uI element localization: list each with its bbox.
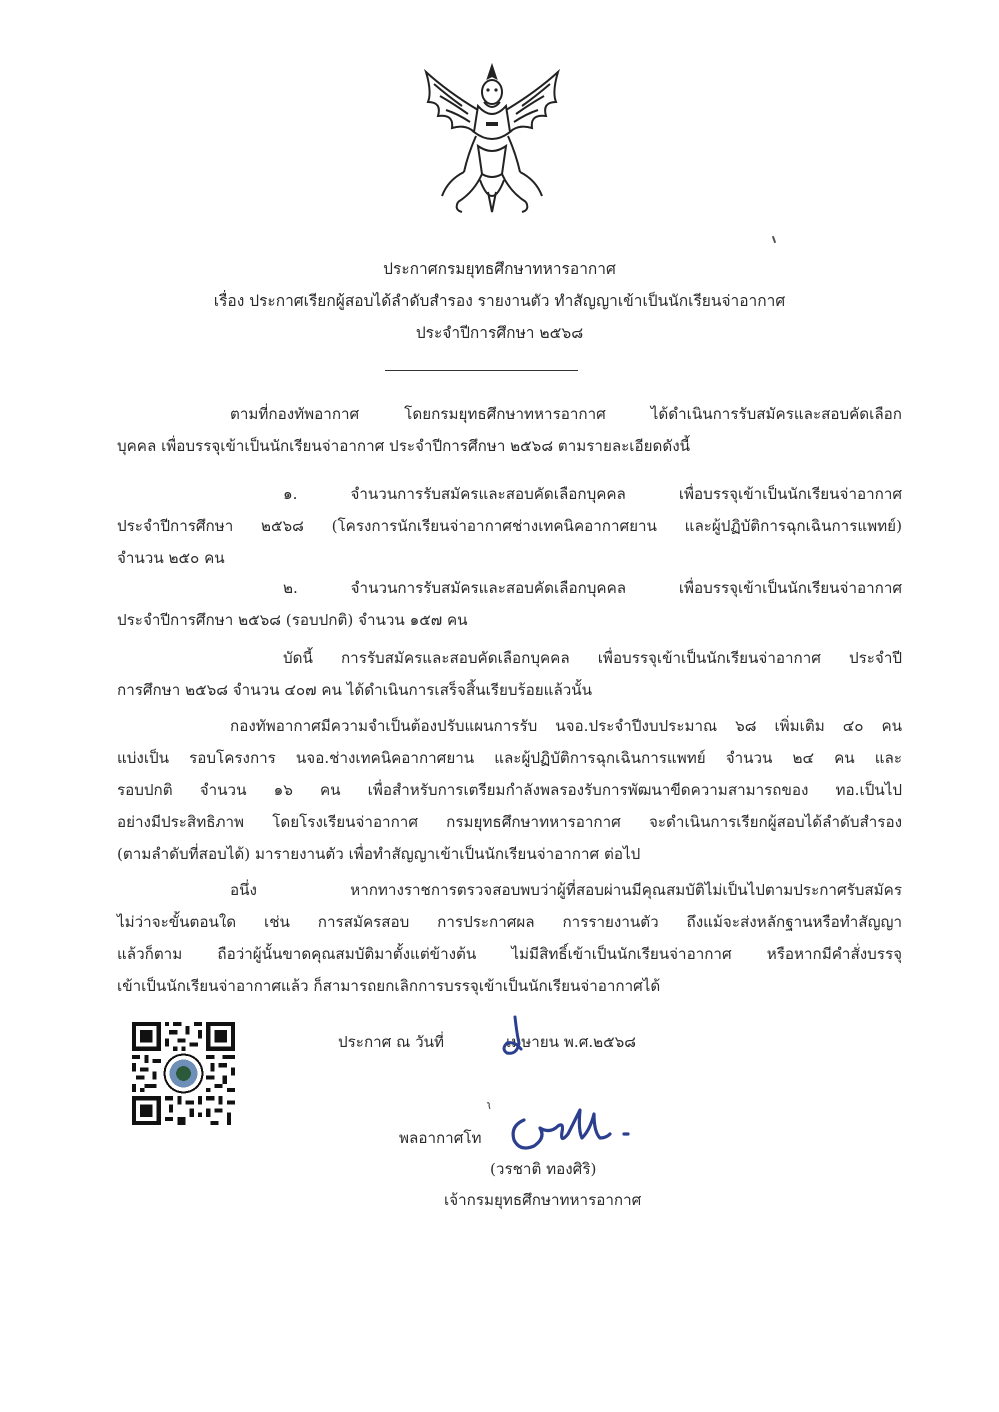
text-line: อย่างมีประสิทธิภาพ โดยโรงเรียนจ่าอากาศ กรมยุทธศึกษาทหารอากาศ จะดำเนินการเรียกผู้สอบได้ลำดับสำรอง bbox=[117, 813, 902, 831]
text-line: (ตามลำดับที่สอบได้) มารายงานตัว เพื่อทำสัญญาเข้าเป็นนักเรียนจ่าอากาศ ต่อไป bbox=[117, 845, 641, 863]
announce-prefix: ประกาศ ณ วันที่ bbox=[338, 1033, 444, 1051]
header-divider bbox=[385, 370, 578, 371]
text-line: ประจำปีการศึกษา ๒๕๖๘ (รอบปกติ) จำนวน ๑๕๗ คน bbox=[117, 611, 468, 629]
signer-title: เจ้ากรมยุทธศึกษาทหารอากาศ bbox=[444, 1191, 642, 1209]
paragraph-item-2 bbox=[117, 572, 902, 636]
text-line: เข้าเป็นนักเรียนจ่าอากาศแล้ว ก็สามารถยกเลิกการบรรจุเข้าเป็นนักเรียนจ่าอากาศได้ bbox=[117, 977, 661, 995]
text-line: ๑. จำนวนการรับสมัครและสอบคัดเลือกบุคคล เพื่อบรรจุเข้าเป็นนักเรียนจ่าอากาศ bbox=[283, 485, 902, 503]
paragraph-completion bbox=[117, 642, 902, 706]
issuer-line: ประกาศกรมยุทธศึกษาทหารอากาศ bbox=[383, 260, 616, 278]
garuda-emblem-icon bbox=[418, 62, 566, 220]
subject-line: เรื่อง ประกาศเรียกผู้สอบได้ลำดับสำรอง รายงานตัว ทำสัญญาเข้าเป็นนักเรียนจ่าอากาศ bbox=[213, 292, 786, 310]
text-line: บัดนี้ การรับสมัครและสอบคัดเลือกบุคคล เพื่อบรรจุเข้าเป็นนักเรียนจ่าอากาศ ประจำปี bbox=[283, 649, 902, 667]
text-line: ตามที่กองทัพอากาศ โดยกรมยุทธศึกษาทหารอากาศ ได้ดำเนินการรับสมัครและสอบคัดเลือก bbox=[230, 405, 902, 423]
announcement-date bbox=[338, 1030, 636, 1054]
signature-mark bbox=[506, 1100, 641, 1162]
signer-name: (วรชาติ ทองศิริ) bbox=[490, 1160, 597, 1178]
text-line: แล้วก็ตาม ถือว่าผู้นั้นขาดคุณสมบัติมาตั้งแต่ข้างต้น ไม่มีสิทธิ์เข้าเป็นนักเรียนจ่าอากาศ หรือหากมีคำสั่งบรรจุ bbox=[117, 945, 902, 963]
text-line: ๒. จำนวนการรับสมัครและสอบคัดเลือกบุคคล เพื่อบรรจุเข้าเป็นนักเรียนจ่าอากาศ bbox=[283, 579, 902, 597]
qr-code-icon bbox=[132, 1022, 235, 1125]
paragraph-item-1 bbox=[117, 478, 902, 574]
announce-suffix: เมษายน พ.ศ.๒๕๖๘ bbox=[506, 1033, 637, 1051]
text-line: บุคคล เพื่อบรรจุเข้าเป็นนักเรียนจ่าอากาศ ประจำปีการศึกษา ๒๕๖๘ ตามรายละเอียดดังนี้ bbox=[117, 437, 691, 455]
handwritten-day-mark bbox=[497, 1015, 531, 1063]
text-line: ประจำปีการศึกษา ๒๕๖๘ (โครงการนักเรียนจ่าอากาศช่างเทคนิคอากาศยาน และผู้ปฏิบัติการฉุกเฉินการแพทย์) bbox=[117, 517, 902, 535]
paragraph-plan-adjustment bbox=[117, 710, 902, 870]
text-line: อนึ่ง หากทางราชการตรวจสอบพบว่าผู้ที่สอบผ่านมีคุณสมบัติไม่เป็นไปตามประกาศรับสมัคร bbox=[230, 881, 902, 899]
document-header bbox=[0, 253, 999, 349]
year-line: ประจำปีการศึกษา ๒๕๖๘ bbox=[415, 324, 584, 342]
paragraph-intro bbox=[117, 398, 902, 462]
text-line: กองทัพอากาศมีความจำเป็นต้องปรับแผนการรับ นจอ.ประจำปีงบประมาณ ๖๘ เพิ่มเติม ๔๐ คน bbox=[230, 717, 902, 735]
text-line: จำนวน ๒๕๐ คน bbox=[117, 549, 225, 567]
text-line: ไม่ว่าจะขั้นตอนใด เช่น การสมัครสอบ การประกาศผล การรายงานตัว ถึงแม้จะส่งหลักฐานหรือทำสัญญา bbox=[117, 913, 902, 931]
paper-speck bbox=[772, 236, 776, 243]
text-line: การศึกษา ๒๕๖๘ จำนวน ๔๐๗ คน ได้ดำเนินการเสร็จสิ้นเรียบร้อยแล้วนั้น bbox=[117, 681, 593, 699]
small-pen-mark bbox=[486, 1102, 492, 1110]
paragraph-disqualification bbox=[117, 874, 902, 1002]
signer-rank: พลอากาศโท bbox=[399, 1129, 482, 1147]
text-line: รอบปกติ จำนวน ๑๖ คน เพื่อสำหรับการเตรียมกำลังพลรองรับการพัฒนาขีดความสามารถของ ทอ.เป็นไป bbox=[117, 781, 902, 799]
text-line: แบ่งเป็น รอบโครงการ นจอ.ช่างเทคนิคอากาศยาน และผู้ปฏิบัติการฉุกเฉินการแพทย์ จำนวน ๒๔ คน และ bbox=[117, 749, 902, 767]
